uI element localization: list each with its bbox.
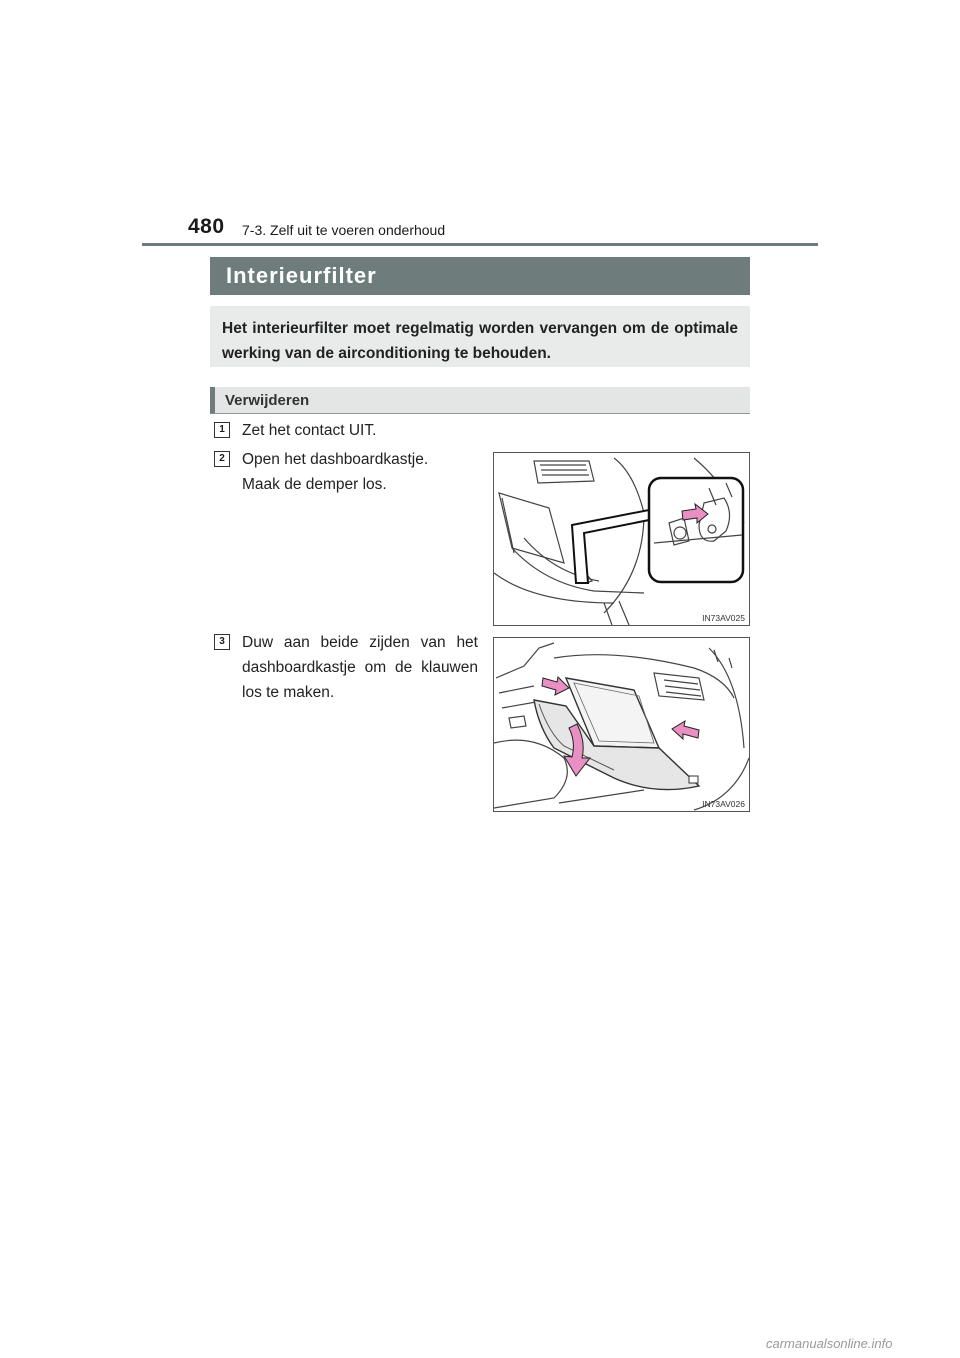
step-2-line-1: Open het dashboardkastje.: [242, 451, 429, 468]
subsection-title: Verwijderen: [225, 392, 310, 409]
step-1-badge: 1: [214, 422, 230, 438]
figure-code: IN73AV026: [702, 799, 745, 809]
page-title: Interieurfilter: [226, 263, 377, 288]
title-bar: [210, 257, 750, 295]
figure-glovebox: [493, 637, 750, 812]
watermark: carmanualsonline.info: [766, 1336, 893, 1351]
page-header: [0, 0, 960, 250]
glovebox-illustration: [494, 638, 750, 812]
figure-code: IN73AV025: [702, 613, 745, 623]
step-3-text: Duw aan beide zijden van het dashboardkastje om de klauwen los te maken.: [242, 634, 478, 701]
page-number: 480: [188, 215, 225, 238]
step-3-badge: 3: [214, 634, 230, 650]
subsection-bar: [210, 387, 750, 414]
damper-illustration: [494, 453, 750, 626]
step-1-text: Zet het contact UIT.: [242, 422, 377, 439]
figure-damper: [493, 452, 750, 626]
step-2-text: [242, 447, 478, 497]
intro-box: [210, 306, 750, 367]
header-rule: [142, 243, 818, 246]
step-2-line-2: Maak de demper los.: [242, 476, 387, 493]
step-2-badge: 2: [214, 451, 230, 467]
section-path: 7-3. Zelf uit te voeren onderhoud: [242, 222, 446, 238]
intro-text: Het interieurfilter moet regelmatig worden vervangen om de optimale werking van de airconditioning te behouden.: [222, 320, 738, 362]
